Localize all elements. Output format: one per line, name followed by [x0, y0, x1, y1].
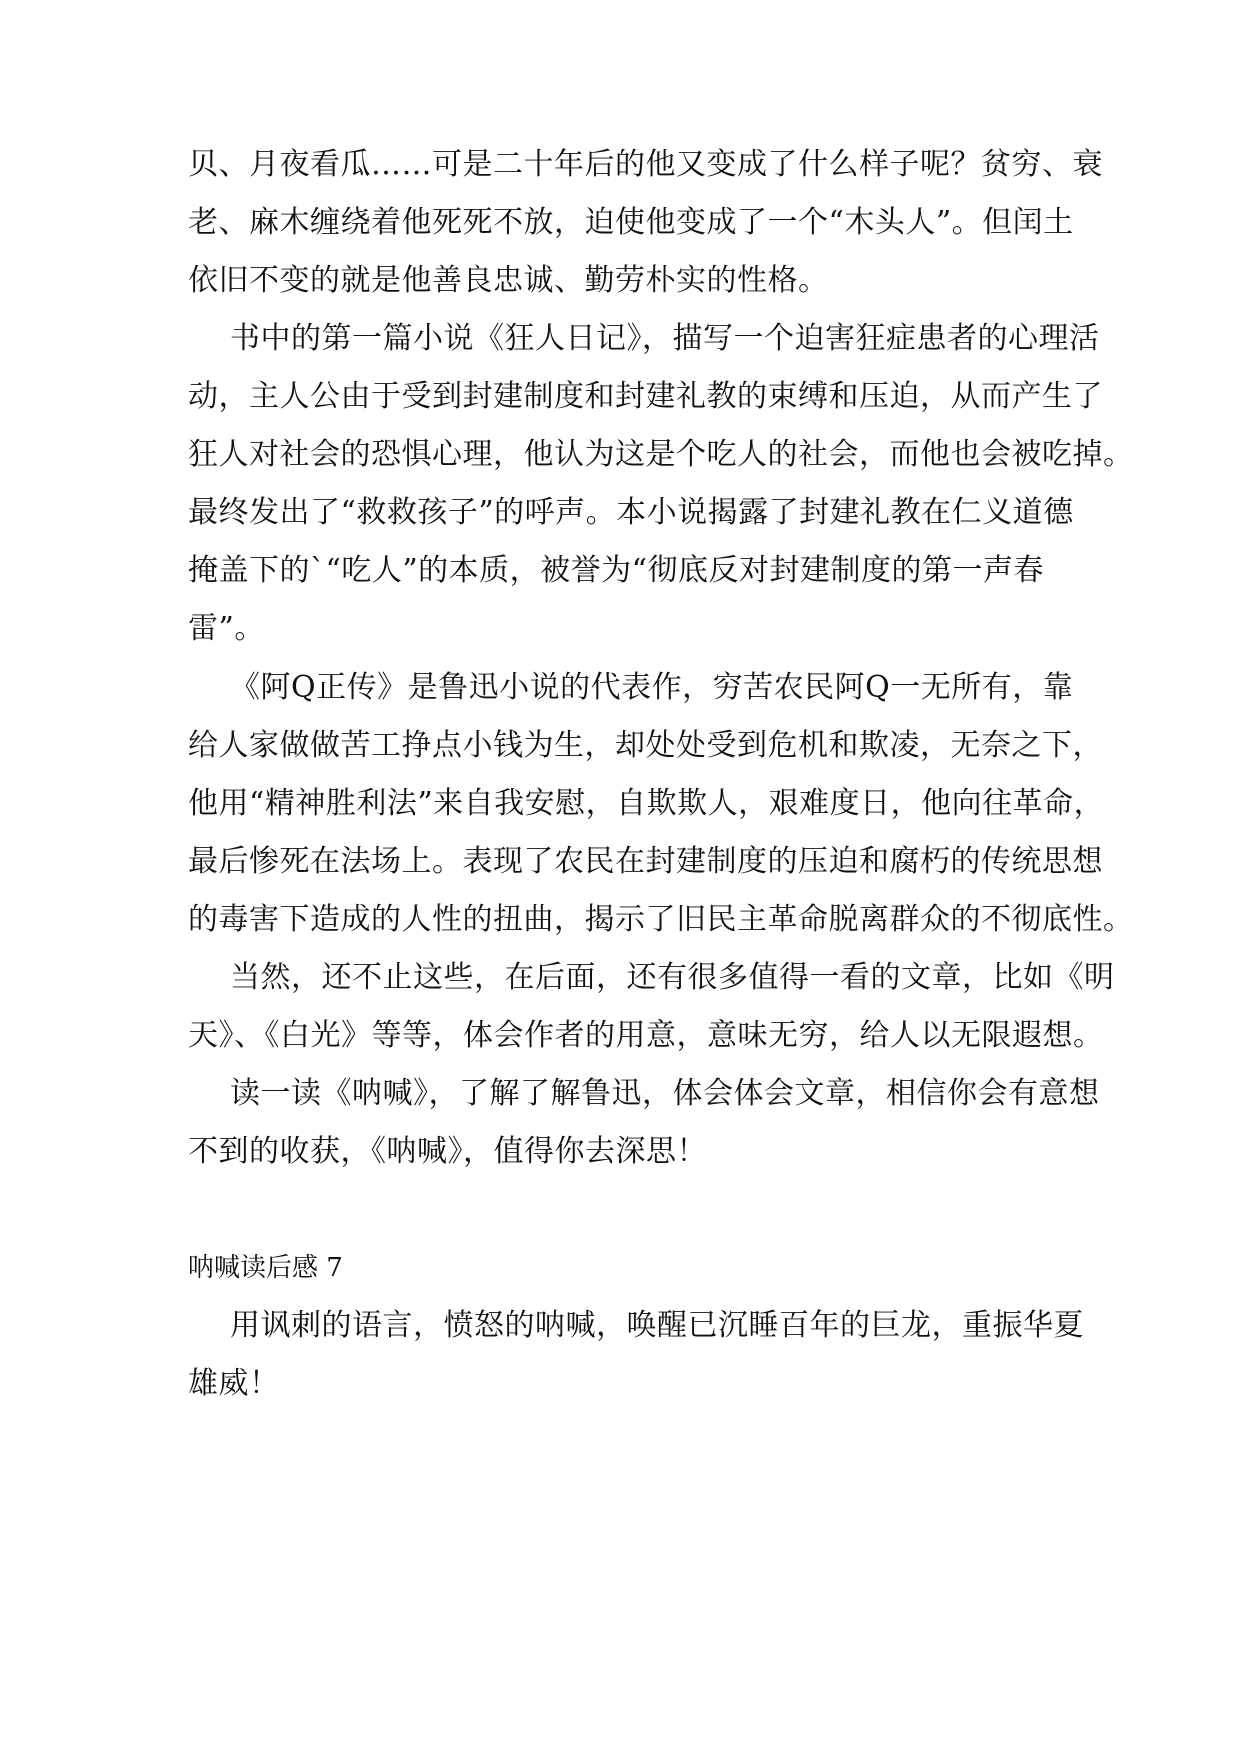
paragraph-line: 《阿Q正传》是鲁迅小说的代表作，穷苦农民阿Q一无所有，靠	[230, 670, 1074, 705]
paragraph-line: 天》、《白光》等等，体会作者的用意，意味无穷，给人以无限遐想。	[188, 1018, 1104, 1053]
paragraph-line: 动，主人公由于受到封建制度和封建礼教的束缚和压迫，从而产生了	[188, 379, 1103, 414]
paragraph-line: 的毒害下造成的人性的扭曲，揭示了旧民主革命脱离群众的不彻底性。	[188, 902, 1134, 937]
paragraph-line: 最终发出了“救救孩子”的呼声。本小说揭露了封建礼教在仁义道德	[188, 495, 1074, 530]
paragraph-line: 贝、月夜看瓜……可是二十年后的他又变成了什么样子呢？贫穷、衰	[188, 147, 1103, 182]
paragraph-line: 依旧不变的就是他善良忠诚、勤劳朴实的性格。	[188, 263, 829, 298]
paragraph-line: 雄威！	[188, 1366, 280, 1401]
paragraph-line: 雷”。	[188, 611, 265, 646]
paragraph-line: 不到的收获，《呐喊》，值得你去深思！	[188, 1134, 707, 1169]
paragraph-line: 用讽刺的语言，愤怒的呐喊，唤醒已沉睡百年的巨龙，重振华夏	[230, 1308, 1084, 1343]
paragraph-line: 读一读《呐喊》，了解了解鲁迅，体会体会文章，相信你会有意想	[230, 1076, 1100, 1111]
paragraph-line: 狂人对社会的恐惧心理，他认为这是个吃人的社会，而他也会被吃掉。	[188, 437, 1134, 472]
paragraph-line: 当然，还不止这些，在后面，还有很多值得一看的文章，比如《明	[230, 960, 1115, 995]
paragraph-line: 给人家做做苦工挣点小钱为生，却处处受到危机和欺凌，无奈之下，	[188, 728, 1103, 763]
paragraph-line: 最后惨死在法场上。表现了农民在封建制度的压迫和腐朽的传统思想	[188, 844, 1103, 879]
paragraph-line: 他用“精神胜利法”来自我安慰，自欺欺人，艰难度日，他向往革命，	[188, 786, 1105, 821]
paragraph-line: 掩盖下的`“吃人”的本质，被誉为“彻底反对封建制度的第一声春	[188, 553, 1045, 588]
paragraph-line: 书中的第一篇小说《狂人日记》，描写一个迫害狂症患者的心理活	[230, 321, 1100, 356]
section-heading: 呐喊读后感 7	[188, 1253, 343, 1283]
paragraph-line: 老、麻木缠绕着他死死不放，迫使他变成了一个“木头人”。但闰土	[188, 205, 1074, 240]
